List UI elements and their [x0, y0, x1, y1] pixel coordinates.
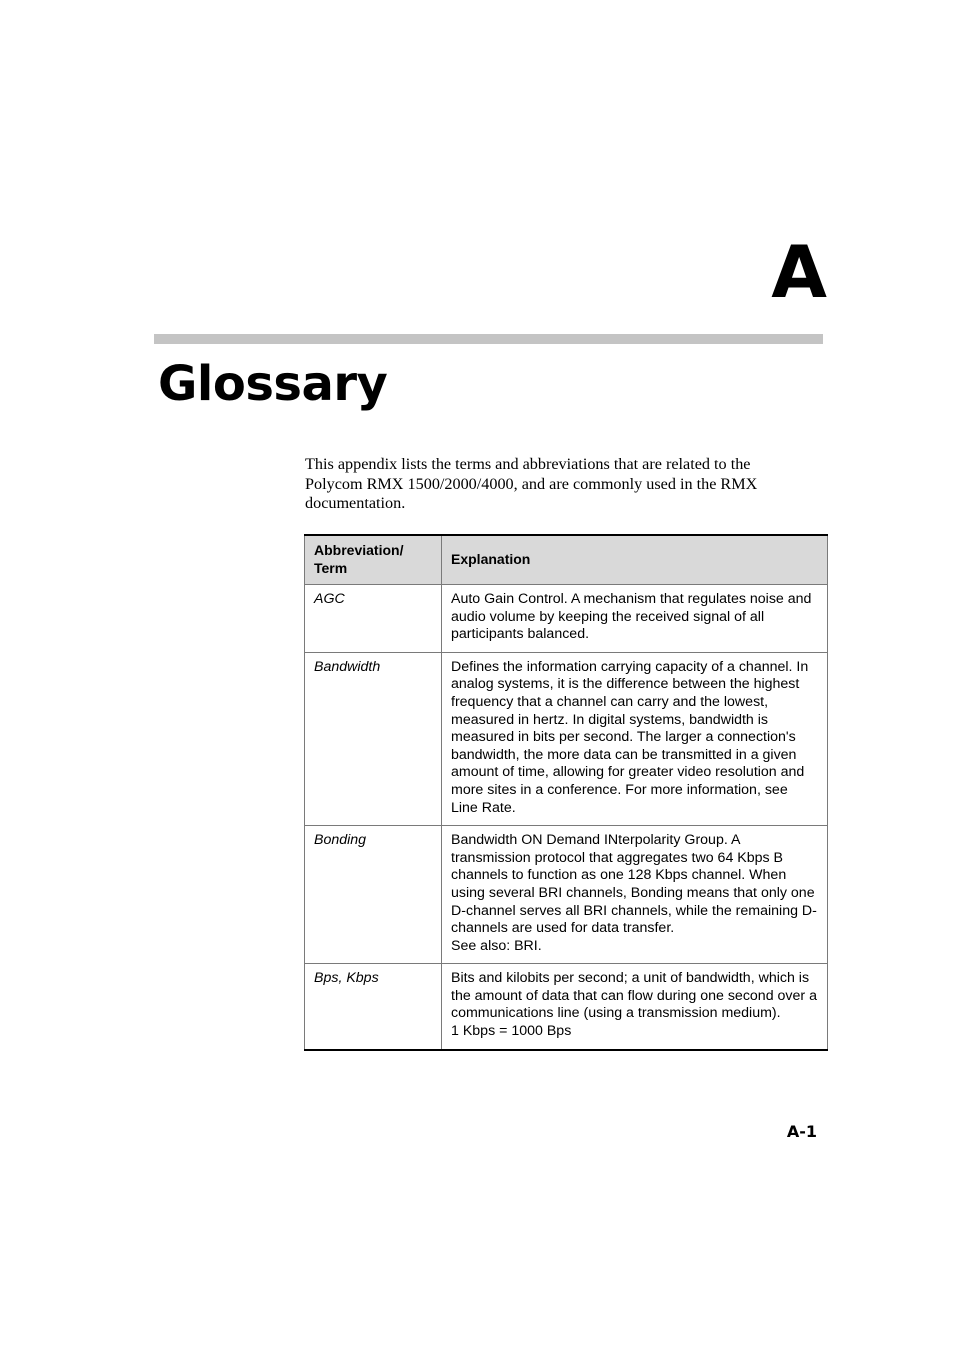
explanation-text: Defines the information carrying capacity of a channel. In analog systems, it is the difference between the highest frequency that a channel can carry and the lowest, measured in hertz. In digital systems, bandwidth is measured in bits per second. The larger a connection's bandwidth, the more data can be transmitted in a given amount of time, allowing for greater video resolution and more sites in a conference. For more information, see Line Rate.: [451, 658, 809, 816]
explanation-see-also: See also: BRI.: [451, 937, 542, 954]
table-row: [305, 964, 828, 1050]
header-explanation: Explanation: [442, 535, 828, 585]
term-cell: AGC: [305, 585, 442, 653]
explanation-formula: 1 Kbps = 1000 Bps: [451, 1023, 572, 1040]
explanation-text: Bits and kilobits per second; a unit of bandwidth, which is the amount of data that can flow during one second over a communications line (using a transmission medium).: [451, 970, 817, 1022]
term-cell: Bandwidth: [305, 652, 442, 825]
explanation-cell: [442, 826, 828, 964]
table-row: [305, 652, 828, 825]
table-row: [305, 826, 828, 964]
table-row: [305, 585, 828, 653]
explanation-cell: [442, 964, 828, 1050]
page-title: Glossary: [158, 356, 388, 412]
table-header-row: [305, 535, 828, 585]
page-number: A-1: [786, 1122, 817, 1141]
glossary-table: [304, 534, 828, 1051]
chapter-divider: [154, 334, 823, 344]
explanation-cell: [442, 652, 828, 825]
term-cell: Bps, Kbps: [305, 964, 442, 1050]
chapter-letter: A: [771, 230, 827, 314]
explanation-text: Auto Gain Control. A mechanism that regulates noise and audio volume by keeping the received signal of all participants balanced.: [451, 591, 812, 643]
explanation-cell: [442, 585, 828, 653]
explanation-text: Bandwidth ON Demand INterpolarity Group. A transmission protocol that aggregates two 64 Kbps B channels to function as one 128 Kbps channel. When using several BRI channels, Bonding means that only one D-channel serves all BRI channels, while the remaining D-channels are used for data transfer.: [451, 832, 817, 937]
term-cell: Bonding: [305, 826, 442, 964]
header-term: Abbreviation/ Term: [305, 535, 442, 585]
intro-paragraph: This appendix lists the terms and abbreviations that are related to the Polycom RMX 1500/2000/4000, and are commonly used in the RMX documentation.: [305, 455, 758, 512]
